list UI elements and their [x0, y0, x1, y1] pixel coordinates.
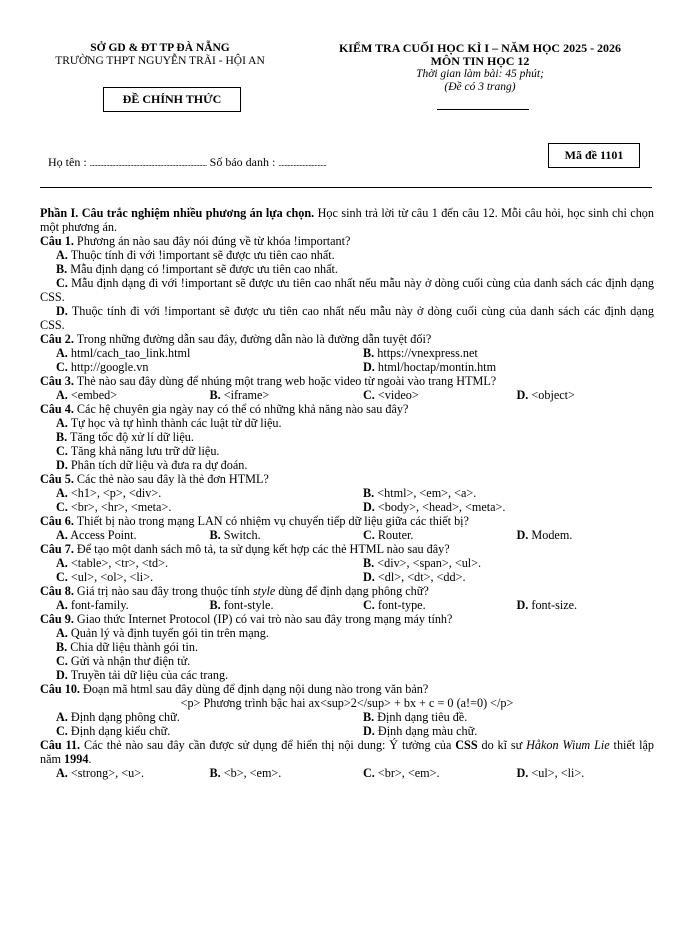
question-text: . — [88, 752, 92, 766]
question-2 — [40, 332, 654, 346]
question-text: Các hệ chuyên gia ngày nay có thể có những khả năng nào sau đây? — [73, 402, 409, 416]
option-text: <object> — [531, 388, 575, 402]
option-8c — [347, 598, 501, 612]
option-key: A. — [56, 248, 68, 262]
question-label: Câu 6. — [40, 514, 74, 528]
options-row — [40, 556, 654, 570]
exam-code: Mã đề 1101 — [548, 143, 640, 168]
option-key: D. — [56, 668, 68, 682]
option-text: font-family. — [70, 598, 129, 612]
option-11a — [40, 766, 194, 780]
subject: MÔN TIN HỌC 12 — [430, 54, 530, 68]
option-key: D. — [516, 598, 529, 612]
option-1a — [40, 248, 654, 262]
question-10 — [40, 682, 654, 696]
option-text: <br>, <em>. — [377, 766, 440, 780]
option-text: Thuộc tính đi với !important sẽ được ưu tiên cao nhất nếu mẫu này ở dòng cuối cùng của danh sách các định dạng CSS. — [40, 304, 654, 332]
option-key: B. — [209, 388, 221, 402]
option-text: Tăng khả năng lưu trữ dữ liệu. — [70, 444, 220, 458]
option-6b — [194, 528, 348, 542]
options-row — [40, 486, 654, 500]
option-key: B. — [56, 262, 68, 276]
id-label: Số báo danh : — [209, 155, 276, 169]
question-label: Câu 1. — [40, 234, 74, 248]
question-8 — [40, 584, 654, 598]
option-2c — [40, 360, 347, 374]
question-text: do kĩ sư — [477, 738, 527, 752]
option-key: B. — [209, 528, 221, 542]
option-text: <embed> — [70, 388, 118, 402]
option-text: <iframe> — [223, 388, 270, 402]
name-field: .............................................................................. — [89, 159, 207, 168]
option-8b — [194, 598, 348, 612]
option-key: C. — [56, 570, 68, 584]
option-4a — [40, 416, 654, 430]
option-key: A. — [56, 346, 68, 360]
option-text: <video> — [377, 388, 419, 402]
option-text: font-size. — [531, 598, 578, 612]
question-label: Câu 3. — [40, 374, 74, 388]
question-label: Câu 8. — [40, 584, 74, 598]
option-9a — [40, 626, 654, 640]
question-text-italic: style — [252, 584, 276, 598]
option-text: <ul>, <li>. — [531, 766, 585, 780]
option-text: <body>, <head>, <meta>. — [377, 500, 506, 514]
option-key: D. — [363, 724, 375, 738]
option-text: <html>, <em>, <a>. — [377, 486, 477, 500]
time-limit: Thời gian làm bài: 45 phút; — [416, 68, 544, 80]
school-name: TRƯỜNG THPT NGUYỄN TRÃI - HỘI AN — [55, 55, 265, 67]
options-row — [40, 388, 654, 402]
option-key: B. — [56, 430, 68, 444]
option-9c — [40, 654, 654, 668]
student-info-row — [48, 155, 326, 171]
question-7 — [40, 542, 654, 556]
option-text: Quản lý và định tuyến gói tin trên mạng. — [70, 626, 269, 640]
name-label: Họ tên : — [48, 155, 87, 169]
question-4 — [40, 402, 654, 416]
option-1d — [40, 304, 654, 332]
option-key: D. — [363, 570, 375, 584]
question-text: Đoạn mã html sau đây dùng để định dạng nội dung nào trong văn bản? — [79, 682, 429, 696]
option-key: C. — [56, 360, 68, 374]
school-header — [40, 42, 280, 68]
option-key: A. — [56, 416, 68, 430]
option-10c — [40, 724, 347, 738]
option-2a — [40, 346, 347, 360]
divider — [40, 187, 652, 188]
question-text: dùng để định dạng phông chữ? — [275, 584, 429, 598]
option-key: D. — [516, 766, 529, 780]
option-key: A. — [56, 710, 68, 724]
exam-content — [40, 206, 654, 780]
option-8a — [40, 598, 194, 612]
question-label: Câu 2. — [40, 332, 74, 346]
option-text: Định dạng phông chữ. — [70, 710, 180, 724]
option-1c — [40, 276, 654, 304]
question-text: Để tạo một danh sách mô tả, ta sử dụng kết hợp các thẻ HTML nào sau đây? — [73, 542, 450, 556]
option-7b — [347, 556, 654, 570]
option-text: Router. — [377, 528, 414, 542]
header-underline — [437, 109, 529, 110]
option-key: B. — [363, 346, 375, 360]
options-row — [40, 570, 654, 584]
question-label: Câu 5. — [40, 472, 74, 486]
option-7a — [40, 556, 347, 570]
option-text: Mẫu định dạng đi với !important sẽ được ưu tiên cao nhất nếu mẫu này ở dòng cuối cùng của danh sách các định dạng CSS. — [40, 276, 655, 304]
question-text: Giá trị nào sau đây trong thuộc tính — [73, 584, 253, 598]
option-11d — [501, 766, 655, 780]
question-label: Câu 10. — [40, 682, 80, 696]
option-key: A. — [56, 528, 68, 542]
option-text: <h1>, <p>, <div>. — [70, 486, 162, 500]
option-text: Tự học và tự hình thành các luật từ dữ liệu. — [70, 416, 282, 430]
option-1b — [40, 262, 654, 276]
option-10a — [40, 710, 347, 724]
option-key: D. — [56, 304, 68, 318]
option-key: A. — [56, 486, 68, 500]
option-text: <br>, <hr>, <meta>. — [70, 500, 172, 514]
option-text: Truyền tải dữ liệu của các trang. — [70, 668, 229, 682]
option-11c — [347, 766, 501, 780]
option-key: C. — [363, 766, 375, 780]
question-text: Trong những đường dẫn sau đây, đường dẫn nào là đường dẫn tuyệt đối? — [73, 332, 432, 346]
option-7d — [347, 570, 654, 584]
question-text-bold: 1994 — [64, 752, 89, 766]
option-key: D. — [363, 360, 375, 374]
option-3b — [194, 388, 348, 402]
option-10b — [347, 710, 654, 724]
option-text: Định dạng tiêu đề. — [377, 710, 468, 724]
option-key: C. — [56, 654, 68, 668]
option-key: C. — [56, 724, 68, 738]
option-key: C. — [56, 500, 68, 514]
option-key: A. — [56, 766, 68, 780]
option-5d — [347, 500, 654, 514]
option-text: http://google.vn — [70, 360, 149, 374]
option-text: Mẫu định dạng có !important sẽ được ưu tiên cao nhất. — [70, 262, 338, 276]
option-key: D. — [516, 528, 529, 542]
question-11 — [40, 738, 654, 766]
option-6a — [40, 528, 194, 542]
option-text: Gửi và nhận thư điện tử. — [70, 654, 191, 668]
option-2b — [347, 346, 654, 360]
options-row — [40, 360, 654, 374]
options-row — [40, 598, 654, 612]
question-text: Phương án nào sau đây nói đúng về từ khóa !important? — [73, 234, 351, 248]
options-row — [40, 710, 654, 724]
options-row — [40, 528, 654, 542]
code-snippet: <p> Phương trình bậc hai ax<sup>2</sup> + bx + c = 0 (a!=0) </p> — [180, 696, 514, 710]
question-text: Các thẻ nào sau đây cần được sử dụng để hiển thị nội dung: Ý tưởng của — [80, 738, 456, 752]
option-text: <strong>, <u>. — [70, 766, 145, 780]
option-key: C. — [363, 598, 375, 612]
option-text: <dl>, <dt>, <dd>. — [377, 570, 466, 584]
option-3a — [40, 388, 194, 402]
options-row — [40, 724, 654, 738]
option-6d — [501, 528, 655, 542]
question-9 — [40, 612, 654, 626]
option-4d — [40, 458, 654, 472]
question-label: Câu 7. — [40, 542, 74, 556]
option-text: https://vnexpress.net — [377, 346, 478, 360]
option-key: D. — [516, 388, 529, 402]
question-text: thiết lập năm — [40, 738, 654, 766]
option-text: Thuộc tính đi với !important sẽ được ưu tiên cao nhất. — [70, 248, 335, 262]
question-text: Thẻ nào sau đây dùng để nhúng một trang web hoặc video từ ngoài vào trang HTML? — [73, 374, 497, 388]
option-key: B. — [363, 710, 375, 724]
option-key: A. — [56, 388, 68, 402]
option-10d — [347, 724, 654, 738]
option-text: Phân tích dữ liệu và đưa ra dự đoán. — [70, 458, 248, 472]
part1-intro — [40, 206, 654, 234]
option-key: C. — [56, 276, 68, 290]
option-key: B. — [363, 486, 375, 500]
option-6c — [347, 528, 501, 542]
options-row — [40, 766, 654, 780]
option-text: Access Point. — [70, 528, 137, 542]
option-3c — [347, 388, 501, 402]
option-8d — [501, 598, 655, 612]
question-text: Các thẻ nào sau đây là thẻ đơn HTML? — [73, 472, 269, 486]
part1-desc: Học sinh trả lời từ câu 1 đến câu 12. Mỗi câu hỏi, học sinh chỉ chọn một phương án. — [40, 206, 654, 234]
option-7c — [40, 570, 347, 584]
question-3 — [40, 374, 654, 388]
option-text: Switch. — [223, 528, 261, 542]
question-1 — [40, 234, 654, 248]
question-6 — [40, 514, 654, 528]
id-field: ................................ — [278, 159, 327, 168]
option-text: font-style. — [223, 598, 274, 612]
option-key: B. — [363, 556, 375, 570]
option-text: font-type. — [377, 598, 426, 612]
question-text-italic: Håkon Wium Lie — [526, 738, 610, 752]
option-key: D. — [56, 458, 68, 472]
option-key: A. — [56, 598, 68, 612]
option-key: B. — [56, 640, 68, 654]
option-key: D. — [363, 500, 375, 514]
option-key: C. — [363, 388, 375, 402]
question-label: Câu 11. — [40, 738, 81, 752]
option-text: <b>, <em>. — [223, 766, 282, 780]
option-4b — [40, 430, 654, 444]
exam-title: KIỂM TRA CUỐI HỌC KÌ I – NĂM HỌC 2025 - 2026 — [338, 41, 622, 55]
option-text: <table>, <tr>, <td>. — [70, 556, 168, 570]
question-5 — [40, 472, 654, 486]
option-text: Modem. — [531, 528, 573, 542]
option-text: Tăng tốc độ xử lí dữ liệu. — [70, 430, 194, 444]
option-text: Định dạng màu chữ. — [377, 724, 478, 738]
option-11b — [194, 766, 348, 780]
option-key: B. — [209, 598, 221, 612]
option-2d — [347, 360, 654, 374]
question-label: Câu 4. — [40, 402, 74, 416]
option-4c — [40, 444, 654, 458]
question-label: Câu 9. — [40, 612, 74, 626]
option-key: C. — [363, 528, 375, 542]
option-text: Chia dữ liệu thành gói tin. — [70, 640, 199, 654]
option-9b — [40, 640, 654, 654]
department-name: SỞ GD & ĐT TP ĐÀ NẴNG — [90, 42, 230, 54]
option-9d — [40, 668, 654, 682]
question-text: Giao thức Internet Protocol (IP) có vai trò nào sau đây trong mạng máy tính? — [73, 612, 453, 626]
option-key: B. — [209, 766, 221, 780]
option-key: A. — [56, 556, 68, 570]
official-label: ĐỀ CHÍNH THỨC — [103, 87, 241, 112]
options-row — [40, 500, 654, 514]
question-text: Thiết bị nào trong mạng LAN có nhiệm vụ chuyển tiếp dữ liệu giữa các thiết bị? — [73, 514, 469, 528]
option-text: <div>, <span>, <ul>. — [377, 556, 482, 570]
option-text: html/cach_tao_link.html — [70, 346, 191, 360]
page-count: (Đề có 3 trang) — [444, 81, 516, 93]
question-text-bold: CSS — [455, 738, 478, 752]
option-text: <ul>, <ol>, <li>. — [70, 570, 154, 584]
part1-title: Phần I. Câu trắc nghiệm nhiều phương án lựa chọn. — [40, 206, 315, 220]
option-text: Định dạng kiểu chữ. — [70, 724, 171, 738]
exam-header — [300, 42, 660, 94]
options-row — [40, 346, 654, 360]
option-5a — [40, 486, 347, 500]
option-key: A. — [56, 626, 68, 640]
option-key: C. — [56, 444, 68, 458]
option-3d — [501, 388, 655, 402]
option-text: html/hoctap/montin.htm — [377, 360, 497, 374]
option-5c — [40, 500, 347, 514]
option-5b — [347, 486, 654, 500]
